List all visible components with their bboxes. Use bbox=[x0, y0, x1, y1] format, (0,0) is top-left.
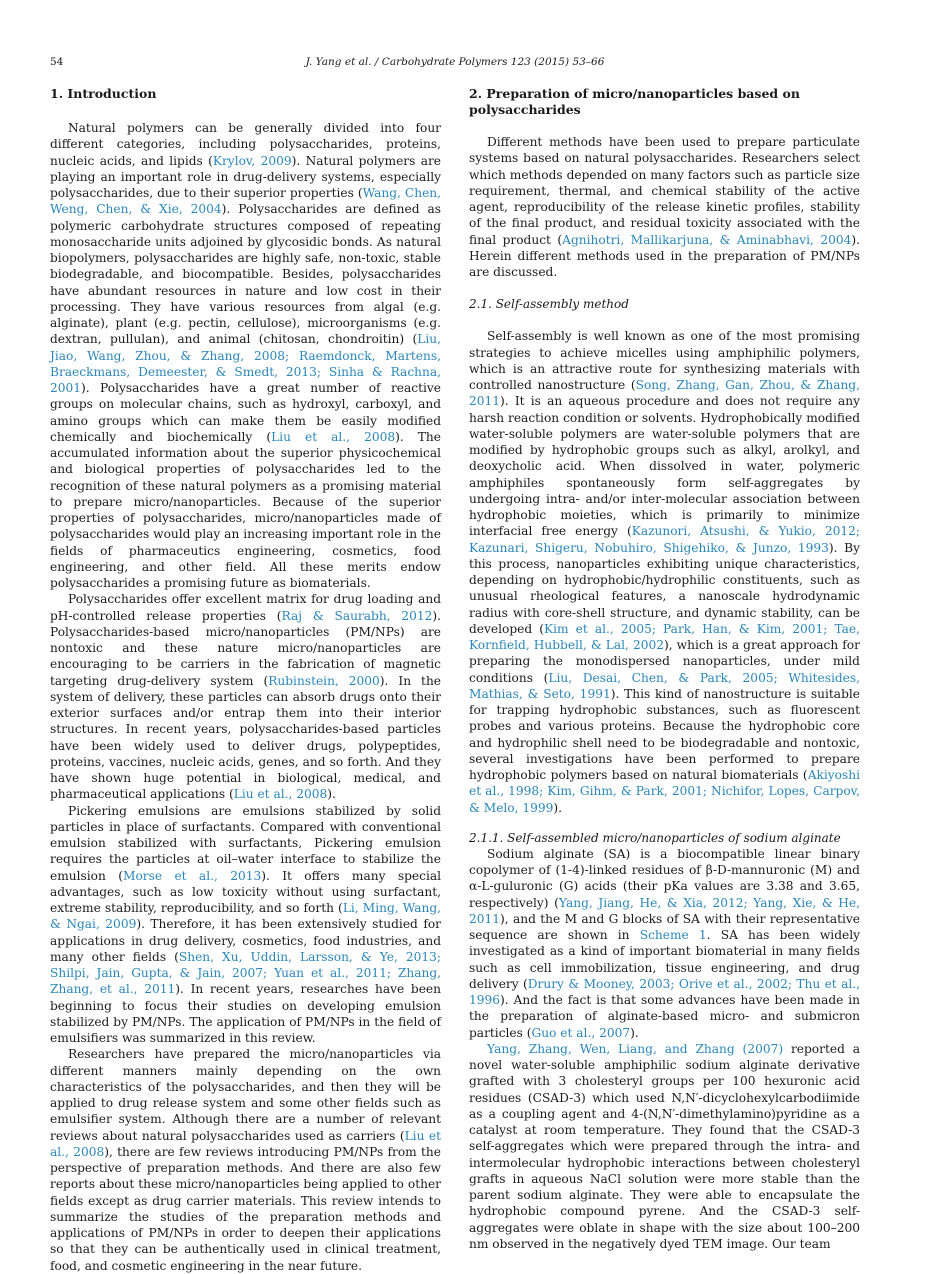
citation-link[interactable]: Liu et al., 2008 bbox=[271, 429, 396, 444]
paragraph: Polysaccharides offer excellent matrix for drug loading and pH-controlled release properties (Raj & Saurabh, 2012). Polysaccharides-based micro/nanoparticles (PM/NPs) are nontoxic and these nature micro/nanoparticles are encouraging to be carriers in the fabrication of magnetic targeting drug-delivery system (Rubinstein, 2000). In the system of delivery, these particles can absorb drugs onto their exterior surfaces and/or entrap them into their interior structures. In recent years, polysaccharides-based particles have been widely used to deliver drugs, polypeptides, proteins, vaccines, nucleic acids, genes, and so forth. And they have shown huge potential in biological, medical, and pharmaceutical applications (Liu et al., 2008). bbox=[50, 592, 442, 802]
citation-link[interactable]: Wang, Chen, Weng, Chen, & Xie, 2004 bbox=[50, 186, 441, 217]
citation-link[interactable]: Liu et al., 2008 bbox=[233, 787, 328, 802]
running-header bbox=[50, 56, 860, 70]
citation-link[interactable]: Li, Ming, Wang, & Ngai, 2009 bbox=[50, 901, 441, 932]
citation-link[interactable]: Liu, Jiao, Wang, Zhou, & Zhang, 2008; Raemdonck, Martens, Braeckmans, Demeester, & Smedt, 2013; Sinha & Rachna, 2001 bbox=[50, 332, 441, 395]
journal-citation: J. Yang et al. / Carbohydrate Polymers 123 (2015) 53–66 bbox=[305, 56, 605, 68]
paragraph: Researchers have prepared the micro/nanoparticles via different manners mainly depending on the own characteristics of the polysaccharides, and then they will be applied to drug release system and some other fields such as emulsifier system. Although there are a number of relevant reviews about natural polysaccharides used as carriers (Liu et al., 2008), there are few reviews introducing PM/NPs from the perspective of preparation methods. And there are also few reports about these micro/nanoparticles being applied to other fields except as drug carrier materials. This review intends to summarize the studies of the preparation methods and applications of PM/NPs in order to deepen their applications so that they can be authentically used in clinical treatment, food, and cosmetic engineering in the near future. bbox=[50, 1047, 442, 1273]
citation-link[interactable]: Song, Zhang, Gan, Zhou, & Zhang, 2011 bbox=[469, 378, 860, 409]
page-number: 54 bbox=[50, 56, 64, 68]
citation-link[interactable]: Drury & Mooney, 2003; Orive et al., 2002; Thu et al., 1996 bbox=[469, 976, 860, 1007]
citation-link[interactable]: Rubinstein, 2000 bbox=[268, 673, 380, 688]
section-heading-introduction: 1. Introduction bbox=[50, 86, 157, 101]
citation-link[interactable]: Liu, Desai, Chen, & Park, 2005; Whitesides, Mathias, & Seto, 1991 bbox=[469, 670, 861, 701]
paragraph: Sodium alginate (SA) is a biocompatible linear binary copolymer of (1-4)-linked residues of β-D-mannuronic (M) and α-L-guluronic (G) acids (their pKa values are 3.38 and 3.65, respectively) (Yang, Jiang, He, & Xia, 2012; Yang, Xie, & He, 2011), and the M and G blocks of SA with their representative sequence are shown in Scheme 1. SA has been widely investigated as a kind of important biomaterial in many fields such as cell immobilization, tissue engineering, and drug delivery (Drury & Mooney, 2003; Orive et al., 2002; Thu et al., 1996). And the fact is that some advances have been made in the preparation of alginate-based micro- and submicron particles (Guo et al., 2007). bbox=[469, 846, 860, 1040]
citation-link[interactable]: Liu et al., 2008 bbox=[50, 1128, 442, 1159]
paragraph: Yang, Zhang, Wen, Liang, and Zhang (2007) reported a novel water-soluble amphiphilic sodium alginate derivative grafted with 3 cholesteryl groups per 100 hexuronic acid residues (CSAD-3) which used N,N′-dicyclohexylcarbodiimide as a coupling agent and 4-(N,N′-dimethylamino)pyridine as a catalyst at room temperature. They found that the CSAD-3 self-aggregates which were prepared through the intra- and intermolecular hydrophobic interactions between cholesteryl grafts in aqueous NaCl solution were more stable than the parent sodium alginate. They were able to encapsulate the hydrophobic compound pyrene. And the CSAD-3 self-aggregates were oblate in shape with the size about 100–200 nm observed in the negatively dyed TEM image. Our team bbox=[469, 1041, 860, 1251]
subsection-heading-self-assembly: 2.1. Self-assembly method bbox=[469, 297, 629, 312]
citation-link[interactable]: Krylov, 2009 bbox=[212, 153, 292, 168]
paragraph: Different methods have been used to prepare particulate systems based on natural polysaccharides. Researchers select which methods depended on many factors such as particle size requirement, thermal, and chemical stability of the active agent, reproducibility of the release kinetic profiles, stability of the final product, and residual toxicity associated with the final product (Agnihotri, Mallikarjuna, & Aminabhavi, 2004). Herein different methods used in the preparation of PM/NPs are discussed. bbox=[469, 135, 860, 279]
paragraph: Pickering emulsions are emulsions stabilized by solid particles in place of surfactants. Compared with conventional emulsion stabilized with surfactants, Pickering emulsion requires the particles at oil–water interface to stabilize the emulsion (Morse et al., 2013). It offers many special advantages, such as low toxicity without using surfactant, extreme stability, reproducibility, and so forth (Li, Ming, Wang, & Ngai, 2009). Therefore, it has been extensively studied for applications in drug delivery, cosmetics, food industries, and many other fields (Shen, Xu, Uddin, Larsson, & Ye, 2013; Shilpi, Jain, Gupta, & Jain, 2007; Yuan et al., 2011; Zhang, Zhang, et al., 2011). In recent years, researches have been beginning to focus their studies on developing emulsion stabilized by PM/NPs. The application of PM/NPs in the field of emulsifiers was summarized in this review. bbox=[50, 803, 442, 1045]
citation-link[interactable]: Agnihotri, Mallikarjuna, & Aminabhavi, 2004 bbox=[562, 232, 852, 247]
citation-link[interactable]: Morse et al., 2013 bbox=[122, 868, 262, 883]
citation-link[interactable]: Kazunori, Atsushi, & Yukio, 2012; Kazunari, Shigeru, Nobuhiro, Shigehiko, & Junzo, 1993 bbox=[469, 524, 860, 555]
citation-link[interactable]: Raj & Saurabh, 2012 bbox=[281, 608, 433, 623]
paragraph: Natural polymers can be generally divided into four different categories, including polysaccharides, proteins, nucleic acids, and lipids (Krylov, 2009). Natural polymers are playing an important role in drug-delivery systems, especially polysaccharides, due to their superior properties (Wang, Chen, Weng, Chen, & Xie, 2004). Polysaccharides are defined as polymeric carbohydrate structures composed of repeating monosaccharide units adjoined by glycosidic bonds. As natural biopolymers, polysaccharides are highly safe, non-toxic, stable biodegradable, and biocompatible. Besides, polysaccharides have abundant resources in nature and low cost in their processing. They have various resources from algal (e.g. alginate), plant (e.g. pectin, cellulose), microorganisms (e.g. dextran, pullulan), and animal (chitosan, chondroitin) (Liu, Jiao, Wang, Zhou, & Zhang, 2008; Raemdonck, Martens, Braeckmans, Demeester, & Smedt, 2013; Sinha & Rachna, 2001). Polysaccharides have a great number of reactive groups on molecular chains, such as hydroxyl, carboxyl, and amino groups which can make them be easily modified chemically and biochemically (Liu et al., 2008). The accumulated information about the superior physicochemical and biological properties of polysaccharides led to the recognition of these natural polymers as a promising material to prepare micro/nanoparticles. Because of the superior properties of polysaccharides, micro/nanoparticles made of polysaccharides would play an increasing important role in the fields of pharmaceutics engineering, cosmetics, food engineering, and other field. All these merits endow polysaccharides a promising future as biomaterials. bbox=[50, 121, 442, 590]
paragraph: Self-assembly is well known as one of the most promising strategies to achieve micelles using amphiphilic polymers, which is an attractive route for synthesizing materials with controlled nanostructure (Song, Zhang, Gan, Zhou, & Zhang, 2011). It is an aqueous procedure and does not require any harsh reaction condition or solvents. Hydrophobically modified water-soluble polymers are water-soluble polymers that are modified by hydrophobic groups such as alkyl, arolkyl, and deoxycholic acid. When dissolved in water, polymeric amphiphiles spontaneously form self-aggregates by undergoing intra- and/or inter-molecular association between hydrophobic moieties, which is primarily to minimize interfacial free energy (Kazunori, Atsushi, & Yukio, 2012; Kazunari, Shigeru, Nobuhiro, Shigehiko, & Junzo, 1993). By this process, nanoparticles exhibiting unique characteristics, depending on hydrophobic/hydrophilic constituents, such as unusual rheological features, a nanoscale hydrodynamic radius with core-shell structure, and dynamic stability, can be developed (Kim et al., 2005; Park, Han, & Kim, 2001; Tae, Kornfield, Hubbell, & Lal, 2002), which is a great approach for preparing the monodispersed nanoparticles, under mild conditions (Liu, Desai, Chen, & Park, 2005; Whitesides, Mathias, & Seto, 1991). This kind of nanostructure is suitable for trapping hydrophobic substances, such as fluorescent probes and various proteins. Because the hydrophobic core and hydrophilic shell need to be biodegradable and nontoxic, several investigations have been performed to prepare hydrophobic polymers based on natural biomaterials (Akiyoshi et al., 1998; Kim, Gihm, & Park, 2001; Nichifor, Lopes, Carpov, & Melo, 1999). bbox=[469, 329, 861, 815]
section-heading-preparation: 2. Preparation of micro/nanoparticles based on polysaccharides bbox=[469, 86, 800, 117]
scheme-link[interactable]: Scheme 1 bbox=[639, 928, 707, 942]
left-column bbox=[50, 84, 441, 1274]
citation-link[interactable]: Shen, Xu, Uddin, Larsson, & Ye, 2013; Shilpi, Jain, Gupta, & Jain, 2007; Yuan et al., 2011; Zhang, Zhang, et al., 2011 bbox=[50, 949, 441, 997]
subsubsection-heading-sodium-alginate: 2.1.1. Self-assembled micro/nanoparticles of sodium alginate bbox=[469, 830, 841, 845]
citation-link[interactable]: Guo et al., 2007 bbox=[531, 1025, 631, 1040]
citation-link[interactable]: Kim et al., 2005; Park, Han, & Kim, 2001; Tae, Kornfield, Hubbell, & Lal, 2002 bbox=[469, 621, 860, 652]
citation-link[interactable]: Akiyoshi et al., 1998; Kim, Gihm, & Park, 2001; Nichifor, Lopes, Carpov, & Melo, 1999 bbox=[469, 768, 860, 815]
citation-link[interactable]: Yang, Zhang, Wen, Liang, and Zhang (2007) bbox=[487, 1041, 784, 1056]
right-column bbox=[469, 84, 860, 1252]
citation-link[interactable]: Yang, Jiang, He, & Xia, 2012; Yang, Xie, & He, 2011 bbox=[469, 895, 860, 926]
